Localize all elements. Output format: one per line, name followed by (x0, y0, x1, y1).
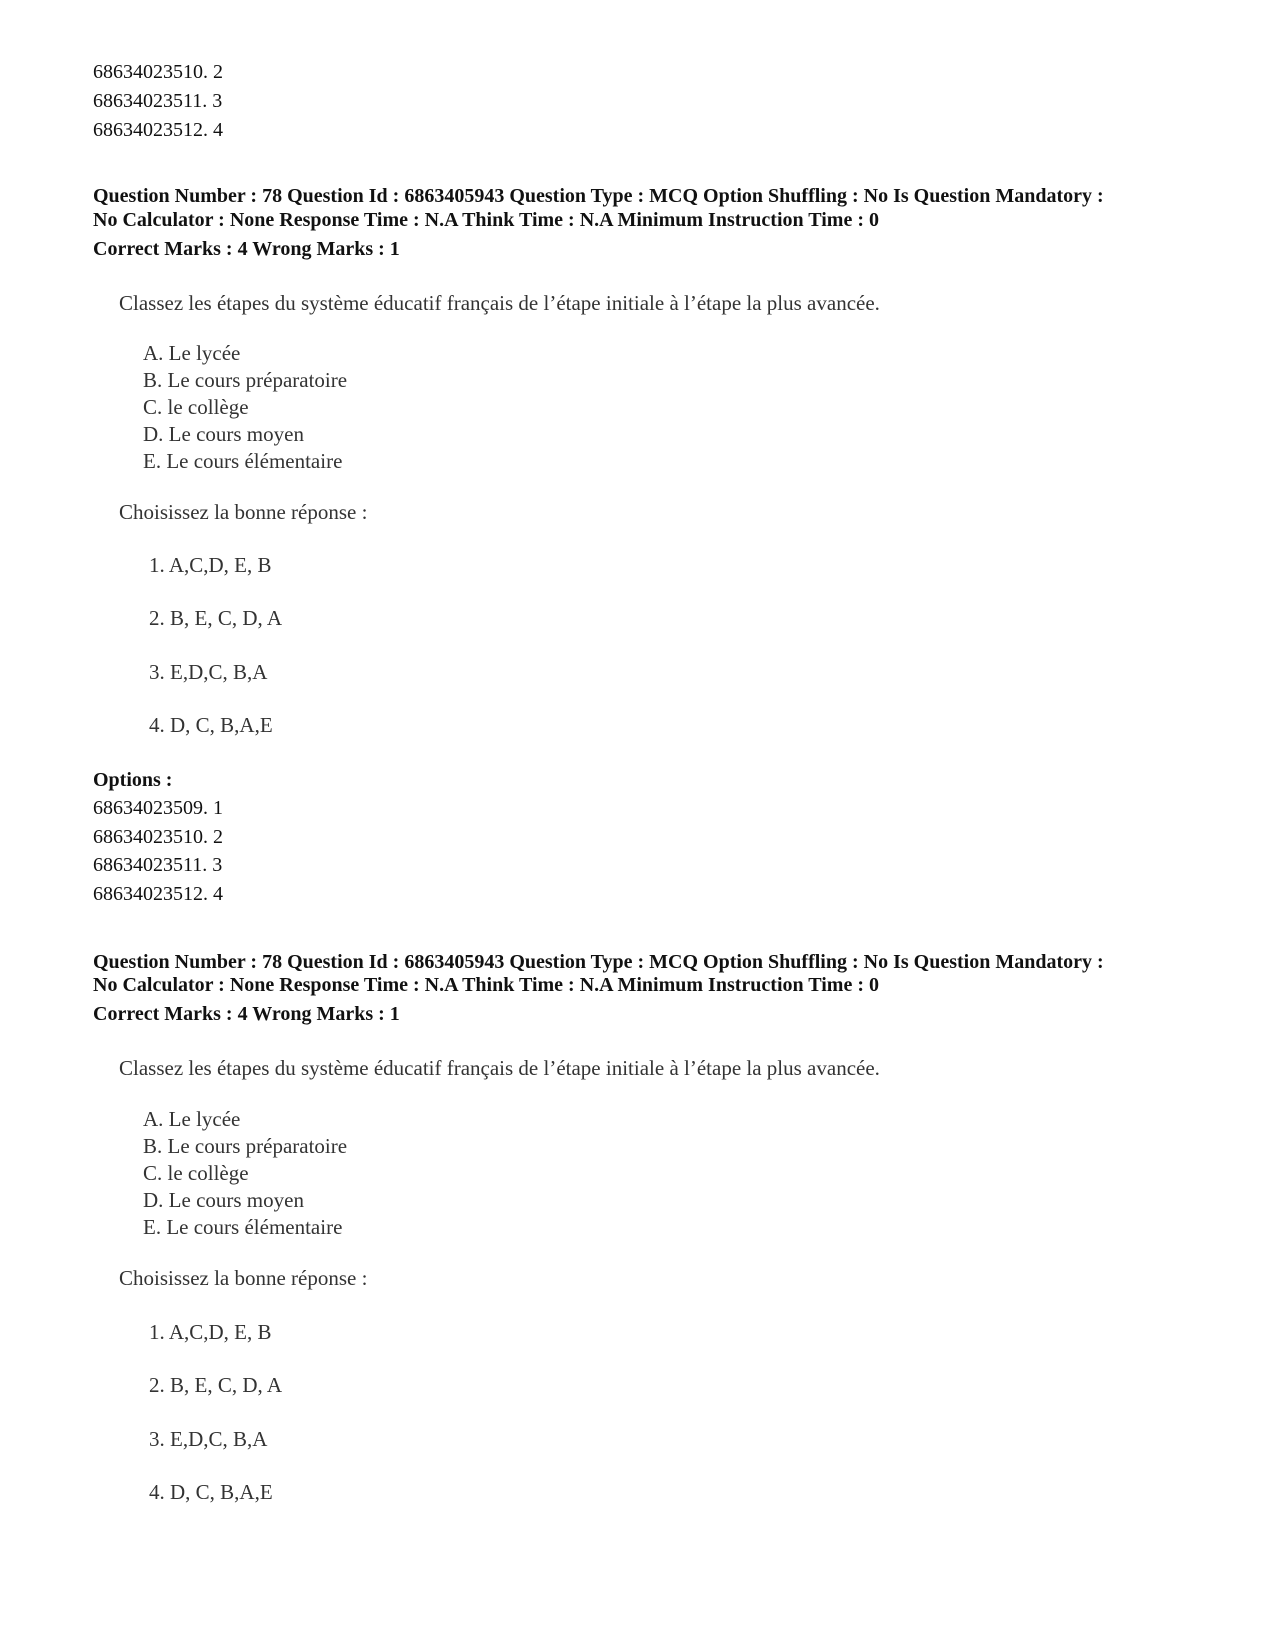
answer-choice: 1. A,C,D, E, B (149, 1320, 272, 1344)
question-meta-line-1: Question Number : 78 Question Id : 6863405943 Question Type : MCQ Option Shuffling : No Is Question Mandatory : (93, 185, 1104, 207)
question-item: B. Le cours préparatoire (143, 1134, 348, 1158)
question-item: A. Le lycée (143, 341, 241, 365)
option-line: 68634023510. 2 (93, 826, 223, 848)
question-item: C. le collège (143, 395, 249, 419)
question-item: B. Le cours préparatoire (143, 368, 348, 392)
question-item: E. Le cours élémentaire (143, 1215, 343, 1239)
answer-choice: 4. D, C, B,A,E (149, 713, 273, 737)
options-label: Options : (93, 769, 173, 791)
option-line: 68634023511. 3 (93, 90, 223, 112)
question-marks: Correct Marks : 4 Wrong Marks : 1 (93, 1003, 400, 1025)
answer-choice: 3. E,D,C, B,A (149, 1427, 268, 1451)
question-meta-line-2: No Calculator : None Response Time : N.A Think Time : N.A Minimum Instruction Time : 0 (93, 974, 879, 996)
answer-choice: 1. A,C,D, E, B (149, 553, 272, 577)
question-item: C. le collège (143, 1161, 249, 1185)
option-line: 68634023509. 1 (93, 797, 223, 819)
question-item: D. Le cours moyen (143, 1188, 304, 1212)
answer-choice: 2. B, E, C, D, A (149, 1373, 283, 1397)
option-line: 68634023512. 4 (93, 883, 223, 905)
option-line: 68634023512. 4 (93, 119, 223, 141)
question-item: A. Le lycée (143, 1107, 241, 1131)
option-line: 68634023510. 2 (93, 61, 223, 83)
question-prompt: Classez les étapes du système éducatif français de l’étape initiale à l’étape la plus avancée. (119, 1056, 880, 1080)
answer-choice: 2. B, E, C, D, A (149, 606, 283, 630)
question-instruction: Choisissez la bonne réponse : (119, 500, 368, 524)
question-instruction: Choisissez la bonne réponse : (119, 1266, 368, 1290)
question-item: D. Le cours moyen (143, 422, 304, 446)
option-line: 68634023511. 3 (93, 854, 223, 876)
question-prompt: Classez les étapes du système éducatif français de l’étape initiale à l’étape la plus avancée. (119, 291, 880, 315)
answer-choice: 4. D, C, B,A,E (149, 1480, 273, 1504)
question-meta-line-1: Question Number : 78 Question Id : 6863405943 Question Type : MCQ Option Shuffling : No Is Question Mandatory : (93, 951, 1104, 973)
question-marks: Correct Marks : 4 Wrong Marks : 1 (93, 238, 400, 260)
answer-choice: 3. E,D,C, B,A (149, 660, 268, 684)
question-item: E. Le cours élémentaire (143, 449, 343, 473)
question-meta-line-2: No Calculator : None Response Time : N.A Think Time : N.A Minimum Instruction Time : 0 (93, 209, 879, 231)
